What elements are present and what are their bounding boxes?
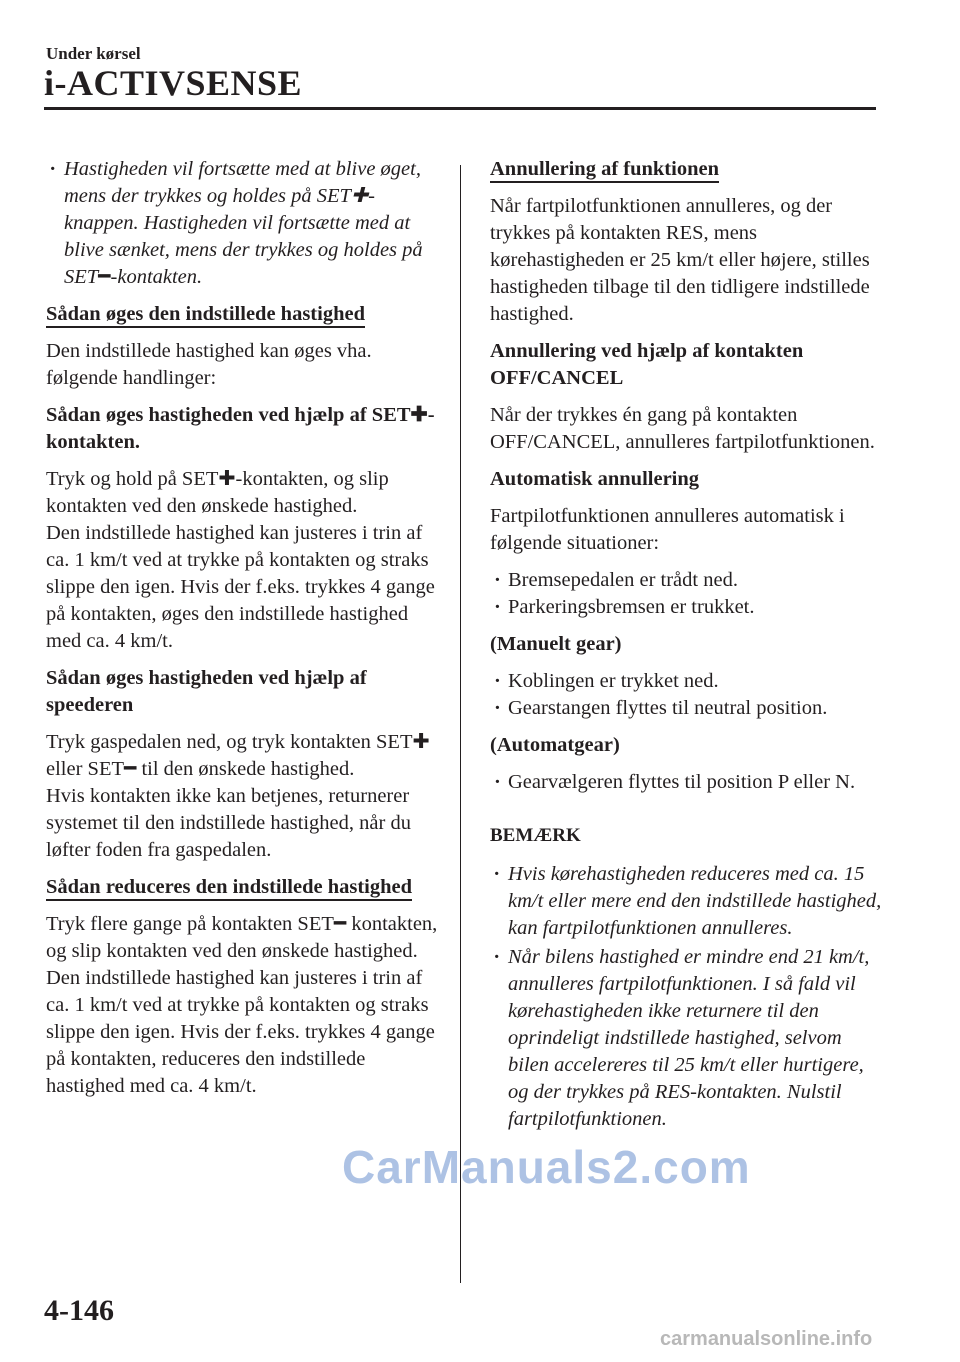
list-item: · Gearvælgeren flyttes til position P eller N. <box>490 769 882 796</box>
heading-auto-cancel: Automatisk annullering <box>490 468 700 490</box>
heading-reduce: Sådan reduceres den indstillede hastighed <box>46 874 438 901</box>
para-accelerator-2: Hvis kontakten ikke kan betjenes, returnerer systemet til den indstillede hastighed, når du løfter foden fra gaspedalen. <box>46 785 411 861</box>
header-rule <box>44 107 876 110</box>
page-number: 4-146 <box>44 1294 114 1327</box>
heading-increase: Sådan øges den indstillede hastighed <box>46 301 438 328</box>
note-list <box>490 861 882 1133</box>
list-item: · Gearstangen flyttes til neutral position. <box>490 695 882 722</box>
intro-bullet: · Hastigheden vil fortsætte med at blive øget, mens der trykkes og holdes på SET✚-knappen. Hastigheden vil fortsætte med at blive sænket, mens der trykkes og holdes på SET━-kontakten. <box>46 156 438 291</box>
heading-manual-gear: (Manuelt gear) <box>490 633 622 655</box>
para-auto-cancel: Fartpilotfunktionen annulleres automatisk i følgende situationer: <box>490 505 845 554</box>
note-item: · Når bilens hastighed er mindre end 21 km/t, annulleres fartpilotfunktionen. I så fald vil kørehastigheden ikke returnere til den oprindeligt indstillede hastighed, selvom bilen accelereres til 25 km/t eller hurtigere, og der trykkes på RES-kontakten. Nulstil fartpilotfunktionen. <box>490 944 882 1133</box>
list-item: · Bremsepedalen er trådt ned. <box>490 567 882 594</box>
para-reduce-2: Den indstillede hastighed kan justeres i trin af ca. 1 km/t ved at trykke på kontakten og straks slippe den igen. Hvis der f.eks. trykkes 4 gange på kontakten, reduceres den indstillede hastighed med ca. 4 km/t. <box>46 967 435 1097</box>
left-column <box>46 156 438 1110</box>
section-label: Under kørsel <box>46 44 141 63</box>
heading-accelerator: Sådan øges hastigheden ved hjælp af speederen <box>46 667 367 716</box>
watermark-logo: CarManuals2.com <box>342 1141 751 1193</box>
para-off-cancel: Når der trykkes én gang på kontakten OFF/CANCEL, annulleres fartpilotfunktionen. <box>490 404 875 453</box>
heading-cancel: Annullering af funktionen <box>490 156 882 183</box>
heading-off-cancel: Annullering ved hjælp af kontakten OFF/CANCEL <box>490 340 804 389</box>
note-item: · Hvis kørehastigheden reduceres med ca. 15 km/t eller mere end den indstillede hastighed, kan fartpilotfunktionen annulleres. <box>490 861 882 942</box>
heading-set-plus: Sådan øges hastigheden ved hjælp af SET✚-kontakten. <box>46 404 435 453</box>
note-title: BEMÆRK <box>490 825 581 846</box>
right-column <box>490 156 882 1133</box>
list-item: · Koblingen er trykket ned. <box>490 668 882 695</box>
para-accelerator: Tryk gaspedalen ned, og tryk kontakten SET✚ eller SET━ til den ønskede hastighed. <box>46 731 430 780</box>
auto-cancel-list <box>490 567 882 621</box>
automatic-gear-list <box>490 769 882 796</box>
para-reduce: Tryk flere gange på kontakten SET━ kontakten, og slip kontakten ved den ønskede hastighed. <box>46 913 438 962</box>
para-set-plus: Tryk og hold på SET✚-kontakten, og slip kontakten ved den ønskede hastighed. <box>46 468 389 517</box>
watermark-site: carmanualsonline.info <box>660 1328 873 1350</box>
para-cancel: Når fartpilotfunktionen annulleres, og der trykkes på kontakten RES, mens kørehastigheden er 25 km/t eller højere, stilles hastigheden tilbage til den tidligere indstillede hastighed. <box>490 195 870 325</box>
list-item: · Parkeringsbremsen er trukket. <box>490 594 882 621</box>
para-set-plus-2: Den indstillede hastighed kan justeres i trin af ca. 1 km/t ved at trykke på kontakten og straks slippe den igen. Hvis der f.eks. trykkes 4 gange på kontakten, øges den indstillede hastighed med ca. 4 km/t. <box>46 522 435 652</box>
column-divider <box>460 165 461 1283</box>
heading-automatic-gear: (Automatgear) <box>490 734 620 756</box>
para-increase: Den indstillede hastighed kan øges vha. følgende handlinger: <box>46 340 372 389</box>
page-title: i-ACTIVSENSE <box>44 63 303 103</box>
manual-gear-list <box>490 668 882 722</box>
